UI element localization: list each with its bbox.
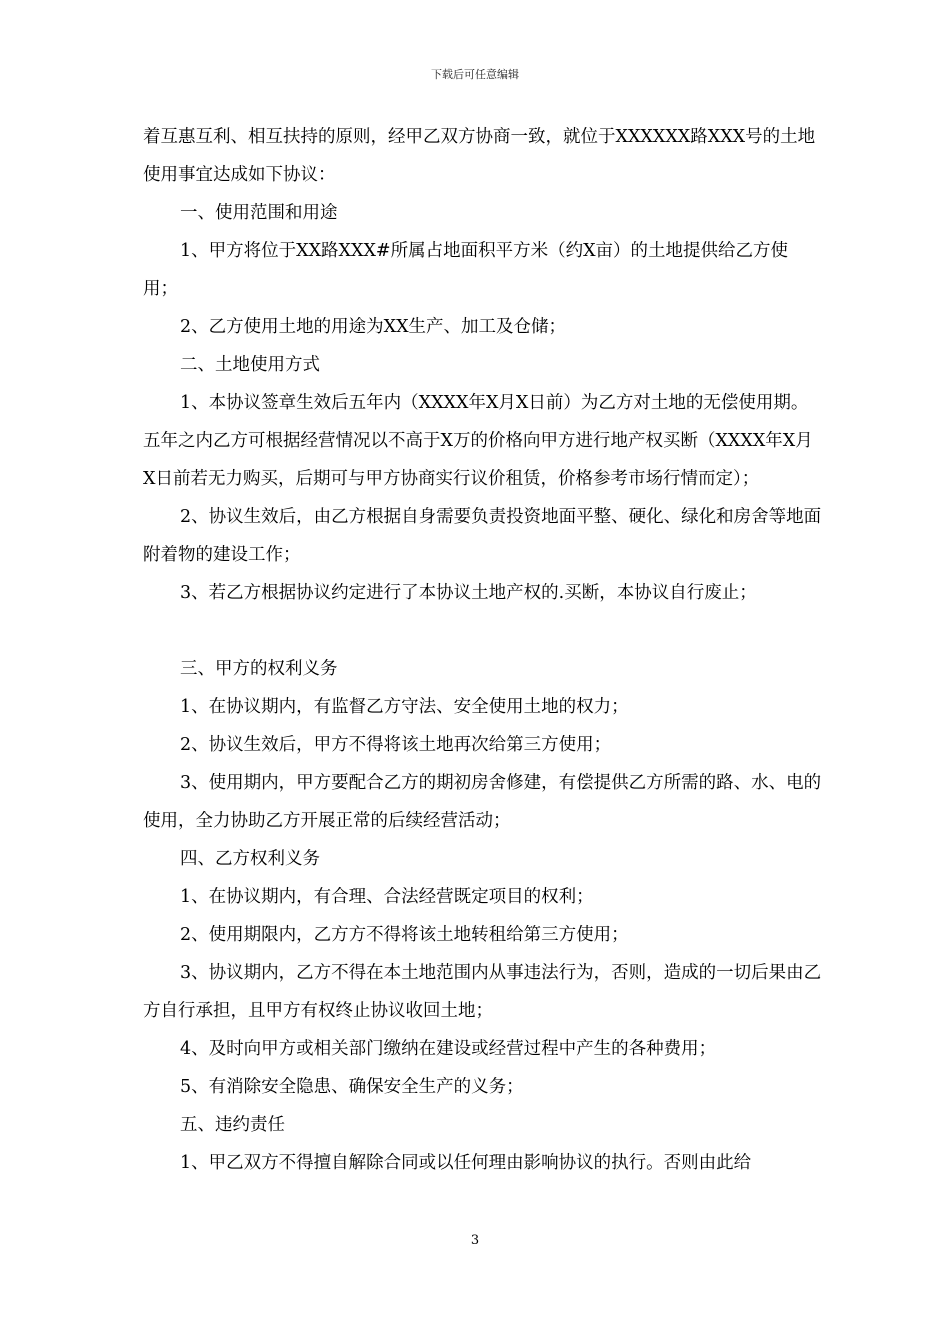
paragraph: 1、在协议期内，有监督乙方守法、安全使用土地的权力； <box>180 697 629 717</box>
paragraph: 二、土地使用方式 <box>180 355 320 375</box>
paragraph: 1、本协议签章生效后五年内（XXXX年X月X日前）为乙方对土地的无偿使用期。五年之内乙方可根据经营情况以不高于X万的价格向甲方进行地产权买断（XXXX年X月X日前若无力购买，后期可与甲方协商实行议价租赁，价格参考市场行情而定）； <box>143 393 813 489</box>
paragraph: 着互惠互利、相互扶持的原则，经甲乙双方协商一致，就位于XXXXXX路XXX号的土地使用事宜达成如下协议： <box>143 127 816 185</box>
paragraph: 五、违约责任 <box>180 1115 285 1135</box>
paragraph: 1、甲乙双方不得擅自解除合同或以任何理由影响协议的执行。否则由此给 <box>180 1153 752 1173</box>
paragraph: 3、协议期内，乙方不得在本土地范围内从事违法行为，否则，造成的一切后果由乙方自行承担，且甲方有权终止协议收回土地； <box>143 963 822 1021</box>
paragraph: 一、使用范围和用途 <box>180 203 338 223</box>
paragraph: 三、甲方的权利义务 <box>180 659 338 679</box>
document-body <box>143 118 823 1182</box>
paragraph: 4、及时向甲方或相关部门缴纳在建设或经营过程中产生的各种费用； <box>180 1039 717 1059</box>
paragraph: 四、乙方权利义务 <box>180 849 320 869</box>
paragraph: 3、使用期内，甲方要配合乙方的期初房舍修建，有偿提供乙方所需的路、水、电的使用，全力协助乙方开展正常的后续经营活动； <box>143 773 822 831</box>
paragraph: 2、乙方使用土地的用途为XX生产、加工及仓储； <box>180 317 567 337</box>
paragraph: 2、使用期限内，乙方方不得将该土地转租给第三方使用； <box>180 925 629 945</box>
paragraph: 2、协议生效后，甲方不得将该土地再次给第三方使用； <box>180 735 612 755</box>
paragraph: 2、协议生效后，由乙方根据自身需要负责投资地面平整、硬化、绿化和房舍等地面附着物的建设工作； <box>143 507 822 565</box>
paragraph: 3、若乙方根据协议约定进行了本协议土地产权的.买断，本协议自行废止； <box>180 583 757 603</box>
page-number: 3 <box>470 1233 480 1248</box>
paragraph: 1、在协议期内，有合理、合法经营既定项目的权利； <box>180 887 594 907</box>
paragraph-spacer <box>143 612 823 650</box>
page-header: 下载后可任意编辑 <box>431 68 519 81</box>
paragraph: 5、有消除安全隐患、确保安全生产的义务； <box>180 1077 524 1097</box>
paragraph: 1、甲方将位于XX路XXX#所属占地面积平方米（约X亩）的土地提供给乙方使用； <box>143 241 789 299</box>
